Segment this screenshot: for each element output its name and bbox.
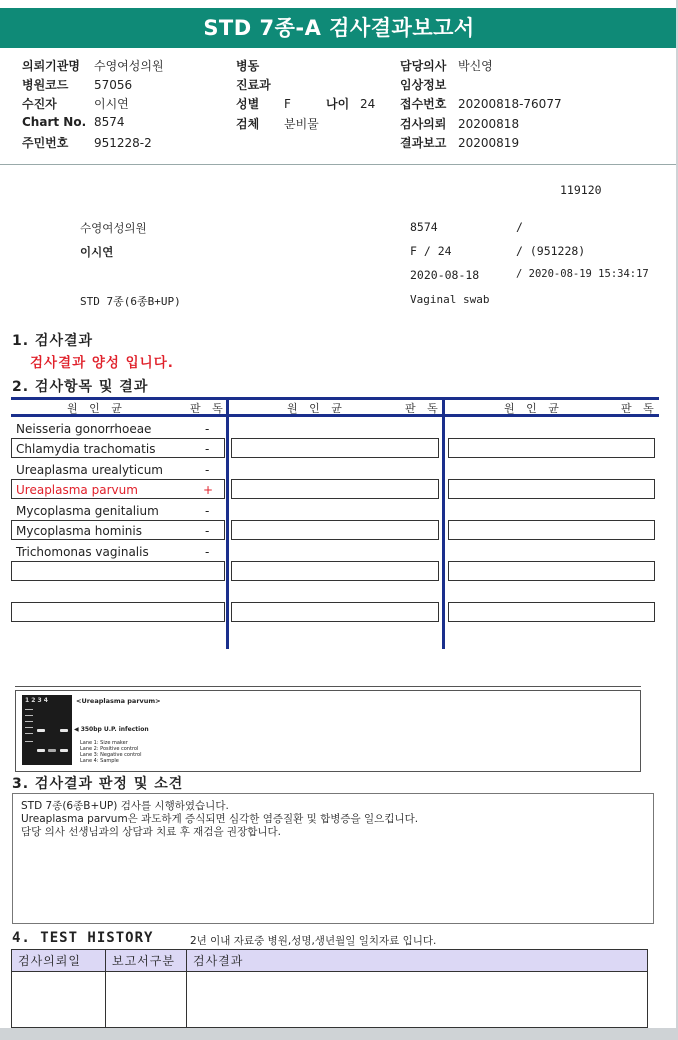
- header-row-receipt-no: 접수번호 20200818-76077: [400, 97, 562, 111]
- header-row-department: 진료과: [236, 78, 271, 92]
- col-header-organism-2: 원 인 균: [287, 402, 346, 415]
- header-row-hospital-code: 병원코드 57056: [22, 78, 133, 92]
- header-row-specimen: 검체 분비물: [236, 117, 319, 131]
- gel-legend-item: Lane 3: Negative control: [80, 752, 142, 758]
- gel-title: <Ureaplasma parvum>: [76, 697, 161, 705]
- history-cell: [187, 972, 648, 1028]
- empty-result-box: [448, 561, 655, 581]
- gel-legend-item: Lane 4: Sample: [80, 758, 119, 764]
- empty-result-box: [448, 479, 655, 499]
- gel-electrophoresis-image: [22, 695, 72, 765]
- organism-verdict: -: [205, 524, 210, 538]
- header-row-report-date: 결과보고 20200819: [400, 136, 520, 150]
- organism-name: Ureaplasma urealyticum: [16, 463, 163, 477]
- section-history-title: 4. TEST HISTORY: [12, 930, 154, 946]
- section-result-title: 1. 검사결과: [12, 333, 94, 349]
- organism-verdict-positive: +: [203, 483, 214, 497]
- organism-verdict: -: [205, 422, 210, 436]
- header-row-patient: 수진자 이시연: [22, 97, 129, 111]
- header-row-sex: 성별 F: [236, 97, 291, 111]
- info-test: STD 7종(6종B+UP): [80, 295, 181, 308]
- gel-lane-numbers: 1 2 3 4: [25, 697, 48, 704]
- section-findings-title: 3. 검사결과 판정 및 소견: [12, 776, 184, 792]
- finding-line: 담당 의사 선생님과의 상담과 치료 후 재검을 권장합니다.: [21, 826, 281, 838]
- col-header-organism-1: 원 인 균: [67, 402, 126, 415]
- gel-ladder-band: [25, 721, 33, 722]
- info-specimen: Vaginal swab: [410, 293, 490, 306]
- gel-primer-band: [48, 749, 56, 752]
- empty-result-box: [231, 479, 439, 499]
- gel-positive-band: [37, 729, 45, 732]
- result-row-box: [11, 602, 225, 622]
- page-bottom-strip: [0, 1028, 678, 1040]
- organism-verdict: -: [205, 442, 210, 456]
- empty-result-box: [231, 438, 439, 458]
- organism-name: Neisseria gonorrhoeae: [16, 422, 152, 436]
- findings-box: [12, 793, 654, 924]
- info-slash: /: [516, 220, 523, 234]
- gel-ladder-band: [25, 709, 33, 710]
- header-row-chart-no: Chart No. 8574: [22, 115, 125, 129]
- info-birth: / (951228): [516, 244, 586, 258]
- empty-result-box: [231, 561, 439, 581]
- history-col-request-date: 검사의뢰일: [12, 950, 106, 972]
- gel-top-rule: [15, 686, 641, 687]
- header-row-age: 나이 24: [326, 97, 376, 111]
- header-row-clinical-info: 임상정보: [400, 78, 447, 92]
- gel-ladder-band: [25, 733, 33, 734]
- gel-sample-band: [60, 729, 68, 732]
- finding-line: Ureaplasma parvum은 과도하게 증식되면 심각한 염증질환 및 합병증을 일으킵니다.: [21, 813, 419, 825]
- empty-result-box: [231, 520, 439, 540]
- gel-legend-item: Lane 1: Size maker: [80, 740, 128, 746]
- section-items-title: 2. 검사항목 및 결과: [12, 379, 149, 395]
- header-row-ward: 병동: [236, 59, 260, 73]
- info-name: 이시연: [80, 245, 114, 259]
- gel-legend: [80, 740, 142, 764]
- report-code: 119120: [560, 183, 602, 197]
- history-cell: [106, 972, 187, 1028]
- organism-name-positive: Ureaplasma parvum: [16, 483, 138, 497]
- organism-name: Chlamydia trachomatis: [16, 442, 156, 456]
- report-title: STD 7종-A 검사결과보고서: [0, 8, 678, 48]
- col-header-verdict-3: 판 독: [621, 402, 658, 415]
- organism-verdict: -: [205, 504, 210, 518]
- gel-primer-band: [37, 749, 45, 752]
- result-row-box: [11, 561, 225, 581]
- gel-ladder-band: [25, 727, 33, 728]
- header-row-request-date: 검사의뢰 20200818: [400, 117, 520, 131]
- gel-band-label: ◀ 350bp U.P. infection: [74, 726, 149, 733]
- info-clinic: 수영여성의원: [80, 221, 147, 235]
- gel-legend-item: Lane 2: Positive control: [80, 746, 139, 752]
- history-col-report-type: 보고서구분: [106, 950, 187, 972]
- organism-name: Trichomonas vaginalis: [16, 545, 149, 559]
- gel-primer-band: [60, 749, 68, 752]
- history-table: [11, 949, 648, 1028]
- history-note: 2년 이내 자료중 병원,성명,생년월일 일치자료 입니다.: [190, 935, 437, 947]
- history-cell: [12, 972, 106, 1028]
- organism-verdict: -: [205, 463, 210, 477]
- col-header-organism-3: 원 인 균: [504, 402, 563, 415]
- info-request-date: 2020-08-18: [410, 268, 480, 282]
- gel-ladder-band: [25, 741, 33, 742]
- grid-divider-2: [442, 397, 445, 649]
- organism-verdict: -: [205, 545, 210, 559]
- finding-line: STD 7종(6종B+UP) 검사를 시행하였습니다.: [21, 800, 229, 812]
- grid-divider-1: [226, 397, 229, 649]
- col-header-verdict-2: 판 독: [405, 402, 442, 415]
- empty-result-box: [231, 602, 439, 622]
- header-divider: [0, 164, 678, 165]
- header-row-doctor: 담당의사 박신영: [400, 59, 493, 73]
- info-sex-age: F / 24: [410, 244, 452, 258]
- positive-result-message: 검사결과 양성 입니다.: [30, 355, 174, 371]
- col-header-verdict-1: 판 독: [190, 402, 227, 415]
- info-report-date: / 2020-08-19 15:34:17: [516, 268, 649, 280]
- empty-result-box: [448, 438, 655, 458]
- organism-name: Mycoplasma genitalium: [16, 504, 159, 518]
- gel-ladder-band: [25, 715, 33, 716]
- empty-result-box: [448, 602, 655, 622]
- info-chart: 8574: [410, 220, 438, 234]
- empty-result-box: [448, 520, 655, 540]
- header-row-institution: 의뢰기관명 수영여성의원: [22, 59, 164, 73]
- header-row-resident-no: 주민번호 951228-2: [22, 136, 152, 150]
- history-col-result: 검사결과: [187, 950, 648, 972]
- organism-name: Mycoplasma hominis: [16, 524, 142, 538]
